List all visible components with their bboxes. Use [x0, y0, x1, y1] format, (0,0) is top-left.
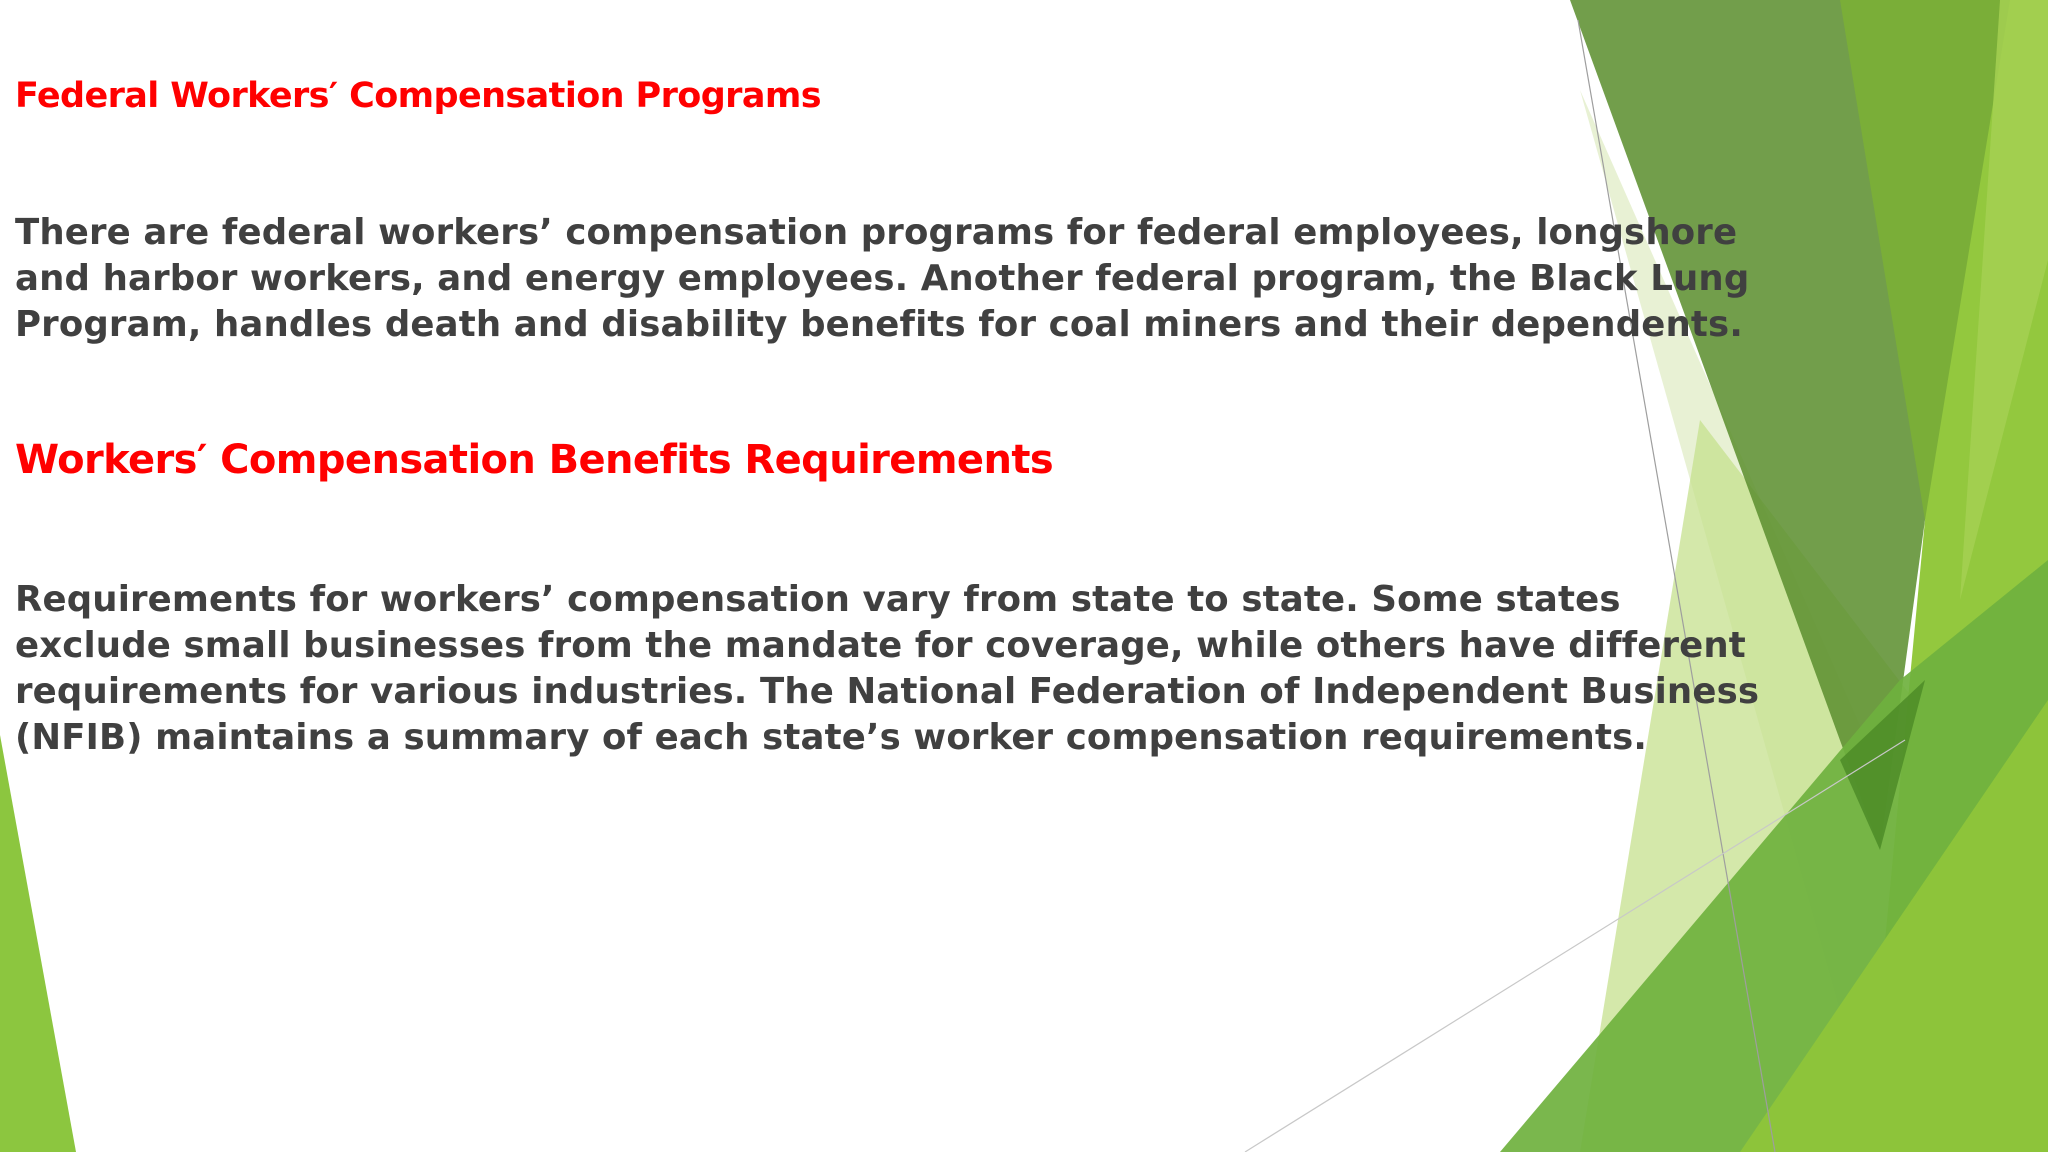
paragraph-line: There are federal workers’ compensation programs for federal employees, longshore	[15, 212, 1738, 253]
benefits-requirements-paragraph	[15, 577, 1759, 761]
paragraph-line: requirements for various industries. The National Federation of Independent Business	[15, 671, 1760, 712]
paragraph-line: and harbor workers, and energy employees. Another federal program, the Black Lung	[15, 258, 1750, 299]
paragraph-line: exclude small businesses from the mandate for coverage, while others have different	[15, 625, 1746, 666]
section-heading-federal-programs: Federal Workers′ Compensation Programs	[15, 76, 821, 116]
left-green-sliver	[0, 735, 76, 1152]
paragraph-line: Requirements for workers’ compensation vary from state to state. Some states	[15, 579, 1621, 620]
paragraph-line: (NFIB) maintains a summary of each state’s worker compensation requirements.	[15, 717, 1647, 758]
federal-programs-paragraph	[15, 210, 1749, 348]
section-heading-benefits-requirements: Workers′ Compensation Benefits Requirements	[15, 437, 1054, 483]
paragraph-line: Program, handles death and disability benefits for coal miners and their dependents.	[15, 304, 1743, 345]
